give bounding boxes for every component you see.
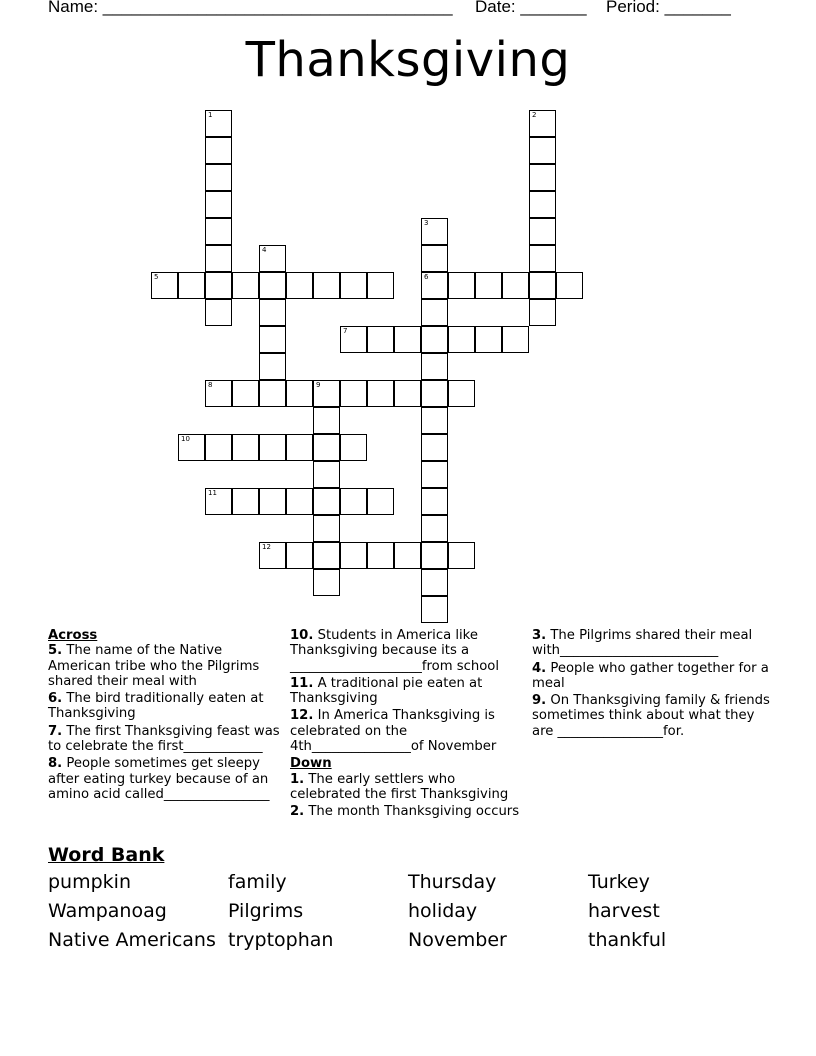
grid-cell[interactable] bbox=[529, 137, 556, 164]
clue-number: 6. bbox=[48, 691, 63, 707]
grid-cell[interactable] bbox=[421, 380, 448, 407]
grid-cell[interactable] bbox=[421, 407, 448, 434]
word-bank-item: Turkey bbox=[588, 871, 650, 893]
grid-cell[interactable] bbox=[205, 299, 232, 326]
grid-cell[interactable] bbox=[205, 218, 232, 245]
grid-cell[interactable] bbox=[367, 380, 394, 407]
word-bank-title: Word Bank bbox=[48, 844, 165, 866]
word-bank-item: family bbox=[228, 871, 287, 893]
clue bbox=[48, 756, 280, 802]
grid-cell[interactable] bbox=[313, 542, 340, 569]
grid-cell[interactable] bbox=[178, 272, 205, 299]
cell-number: 4 bbox=[262, 246, 267, 254]
grid-cell[interactable] bbox=[475, 272, 502, 299]
grid-cell[interactable] bbox=[232, 380, 259, 407]
clue-text: People who gather together for a meal bbox=[532, 660, 769, 691]
grid-cell[interactable] bbox=[421, 218, 448, 245]
clue-number: 11. bbox=[290, 675, 314, 691]
grid-cell[interactable] bbox=[421, 434, 448, 461]
grid-cell[interactable] bbox=[313, 515, 340, 542]
cell-number: 2 bbox=[532, 111, 537, 119]
name-field[interactable]: Name: _____________________________________ bbox=[48, 0, 453, 16]
grid-cell[interactable] bbox=[205, 380, 232, 407]
cell-number: 8 bbox=[208, 381, 213, 389]
clue bbox=[532, 628, 772, 659]
grid-cell[interactable] bbox=[529, 164, 556, 191]
clue-text: In America Thanksgiving is celebrated on the 4th_______________of November bbox=[290, 708, 497, 755]
clue bbox=[290, 628, 526, 674]
page-title: Thanksgiving bbox=[245, 32, 571, 88]
cell-number: 3 bbox=[424, 219, 429, 227]
grid-cell[interactable] bbox=[205, 434, 232, 461]
word-bank bbox=[48, 844, 788, 952]
grid-cell[interactable] bbox=[421, 245, 448, 272]
word-bank-item: November bbox=[408, 929, 507, 951]
grid-cell[interactable] bbox=[205, 164, 232, 191]
grid-cell[interactable] bbox=[421, 542, 448, 569]
grid-cell[interactable] bbox=[286, 488, 313, 515]
date-field[interactable]: Date: _______ bbox=[475, 0, 587, 16]
cell-number: 7 bbox=[343, 327, 348, 335]
grid-cell[interactable] bbox=[340, 380, 367, 407]
clue bbox=[532, 661, 772, 692]
cell-number: 5 bbox=[154, 273, 159, 281]
grid-cell[interactable] bbox=[529, 299, 556, 326]
clue-text: The Pilgrims shared their meal with________________________ bbox=[532, 628, 753, 659]
across-heading: Across bbox=[48, 628, 98, 643]
clue bbox=[290, 804, 526, 819]
clue-number: 3. bbox=[532, 628, 547, 643]
grid-cell[interactable] bbox=[367, 542, 394, 569]
grid-cell[interactable] bbox=[421, 569, 448, 596]
grid-cell[interactable] bbox=[232, 434, 259, 461]
grid-cell[interactable] bbox=[421, 272, 448, 299]
grid-cell[interactable] bbox=[367, 272, 394, 299]
clue bbox=[48, 643, 280, 689]
grid-cell[interactable] bbox=[313, 488, 340, 515]
clue bbox=[290, 676, 526, 707]
grid-cell[interactable] bbox=[340, 488, 367, 515]
grid-cell[interactable] bbox=[259, 272, 286, 299]
grid-cell[interactable] bbox=[313, 461, 340, 488]
clue bbox=[290, 708, 526, 754]
cell-number: 11 bbox=[208, 489, 217, 497]
grid-cell[interactable] bbox=[313, 272, 340, 299]
clue-text: The early settlers who celebrated the first Thanksgiving bbox=[290, 771, 509, 802]
clue-text: A traditional pie eaten at Thanksgiving bbox=[290, 675, 483, 707]
grid-cell[interactable] bbox=[421, 515, 448, 542]
grid-cell[interactable] bbox=[421, 488, 448, 515]
grid-cell[interactable] bbox=[421, 461, 448, 488]
clue-text: The first Thanksgiving feast was to celebrate the first____________ bbox=[48, 723, 280, 755]
word-bank-item: Pilgrims bbox=[228, 900, 304, 922]
down-heading: Down bbox=[290, 756, 332, 772]
clue-text: The bird traditionally eaten at Thanksgiving bbox=[48, 691, 264, 722]
clue-text: On Thanksgiving family & friends sometimes think about what they are ________________for. bbox=[532, 693, 770, 739]
grid-cell[interactable] bbox=[529, 245, 556, 272]
grid-cell[interactable] bbox=[259, 434, 286, 461]
clue-text: Students in America like Thanksgiving because its a ____________________from school bbox=[290, 628, 500, 674]
grid-cell[interactable] bbox=[421, 353, 448, 380]
word-bank-item: thankful bbox=[588, 929, 667, 951]
grid-cell[interactable] bbox=[502, 326, 529, 353]
clue-text: The name of the Native American tribe who the Pilgrims shared their meal with bbox=[48, 643, 260, 689]
grid-cell[interactable] bbox=[421, 299, 448, 326]
word-bank-item: pumpkin bbox=[48, 871, 131, 893]
clue bbox=[48, 724, 280, 755]
clue-text: People sometimes get sleepy after eating turkey because of an amino acid called________________ bbox=[48, 756, 270, 802]
grid-cell[interactable] bbox=[259, 353, 286, 380]
clue-number: 7. bbox=[48, 723, 63, 739]
grid-cell[interactable] bbox=[340, 326, 367, 353]
grid-cell[interactable] bbox=[259, 488, 286, 515]
grid-cell[interactable] bbox=[259, 299, 286, 326]
clue-number: 2. bbox=[290, 804, 305, 820]
grid-cell[interactable] bbox=[421, 596, 448, 623]
grid-cell[interactable] bbox=[529, 110, 556, 137]
grid-cell[interactable] bbox=[421, 326, 448, 353]
grid-cell[interactable] bbox=[232, 488, 259, 515]
clues-column-2 bbox=[290, 628, 526, 822]
grid-cell[interactable] bbox=[205, 191, 232, 218]
cell-number: 6 bbox=[424, 273, 429, 281]
clue bbox=[48, 691, 280, 722]
grid-cell[interactable] bbox=[502, 272, 529, 299]
grid-cell[interactable] bbox=[205, 272, 232, 299]
grid-cell[interactable] bbox=[394, 326, 421, 353]
clue bbox=[532, 693, 772, 739]
word-bank-item: harvest bbox=[588, 900, 660, 922]
clues-column-3 bbox=[532, 628, 772, 741]
word-bank-item: holiday bbox=[408, 900, 478, 922]
grid-cell[interactable] bbox=[313, 407, 340, 434]
grid-cell[interactable] bbox=[259, 326, 286, 353]
clues-column-1 bbox=[48, 628, 280, 804]
clue-text: The month Thanksgiving occurs bbox=[304, 804, 520, 820]
cell-number: 1 bbox=[208, 111, 213, 119]
grid-cell[interactable] bbox=[529, 272, 556, 299]
word-bank-item: Wampanoag bbox=[48, 900, 167, 922]
grid-cell[interactable] bbox=[367, 326, 394, 353]
grid-cell[interactable] bbox=[286, 542, 313, 569]
grid-cell[interactable] bbox=[178, 434, 205, 461]
grid-cell[interactable] bbox=[205, 137, 232, 164]
word-bank-item: Native Americans bbox=[48, 929, 216, 951]
grid-cell[interactable] bbox=[340, 434, 367, 461]
clue-number: 8. bbox=[48, 756, 63, 772]
clue-number: 12. bbox=[290, 708, 314, 724]
clue-number: 5. bbox=[48, 643, 63, 659]
clue-number: 4. bbox=[532, 660, 547, 676]
grid-cell[interactable] bbox=[448, 326, 475, 353]
grid-cell[interactable] bbox=[448, 272, 475, 299]
grid-cell[interactable] bbox=[367, 488, 394, 515]
word-bank-item: Thursday bbox=[408, 871, 497, 893]
clue-number: 1. bbox=[290, 771, 305, 787]
grid-cell[interactable] bbox=[259, 542, 286, 569]
clue bbox=[290, 772, 526, 803]
grid-cell[interactable] bbox=[259, 245, 286, 272]
grid-cell[interactable] bbox=[340, 542, 367, 569]
grid-cell[interactable] bbox=[151, 272, 178, 299]
grid-cell[interactable] bbox=[529, 191, 556, 218]
grid-cell[interactable] bbox=[394, 380, 421, 407]
period-field[interactable]: Period: _______ bbox=[606, 0, 731, 16]
grid-cell[interactable] bbox=[313, 380, 340, 407]
grid-cell[interactable] bbox=[340, 272, 367, 299]
clue-number: 10. bbox=[290, 628, 314, 643]
grid-cell[interactable] bbox=[448, 380, 475, 407]
grid-cell[interactable] bbox=[232, 272, 259, 299]
grid-cell[interactable] bbox=[313, 569, 340, 596]
cell-number: 12 bbox=[262, 543, 271, 551]
grid-cell[interactable] bbox=[286, 272, 313, 299]
grid-cell[interactable] bbox=[205, 488, 232, 515]
grid-cell[interactable] bbox=[286, 434, 313, 461]
word-bank-item: tryptophan bbox=[228, 929, 334, 951]
grid-cell[interactable] bbox=[556, 272, 583, 299]
cell-number: 9 bbox=[316, 381, 321, 389]
grid-cell[interactable] bbox=[529, 218, 556, 245]
grid-cell[interactable] bbox=[448, 542, 475, 569]
grid-cell[interactable] bbox=[205, 245, 232, 272]
grid-cell[interactable] bbox=[286, 380, 313, 407]
clue-number: 9. bbox=[532, 693, 547, 709]
cell-number: 10 bbox=[181, 435, 190, 443]
grid-cell[interactable] bbox=[475, 326, 502, 353]
grid-cell[interactable] bbox=[259, 380, 286, 407]
grid-cell[interactable] bbox=[205, 110, 232, 137]
grid-cell[interactable] bbox=[313, 434, 340, 461]
grid-cell[interactable] bbox=[394, 542, 421, 569]
